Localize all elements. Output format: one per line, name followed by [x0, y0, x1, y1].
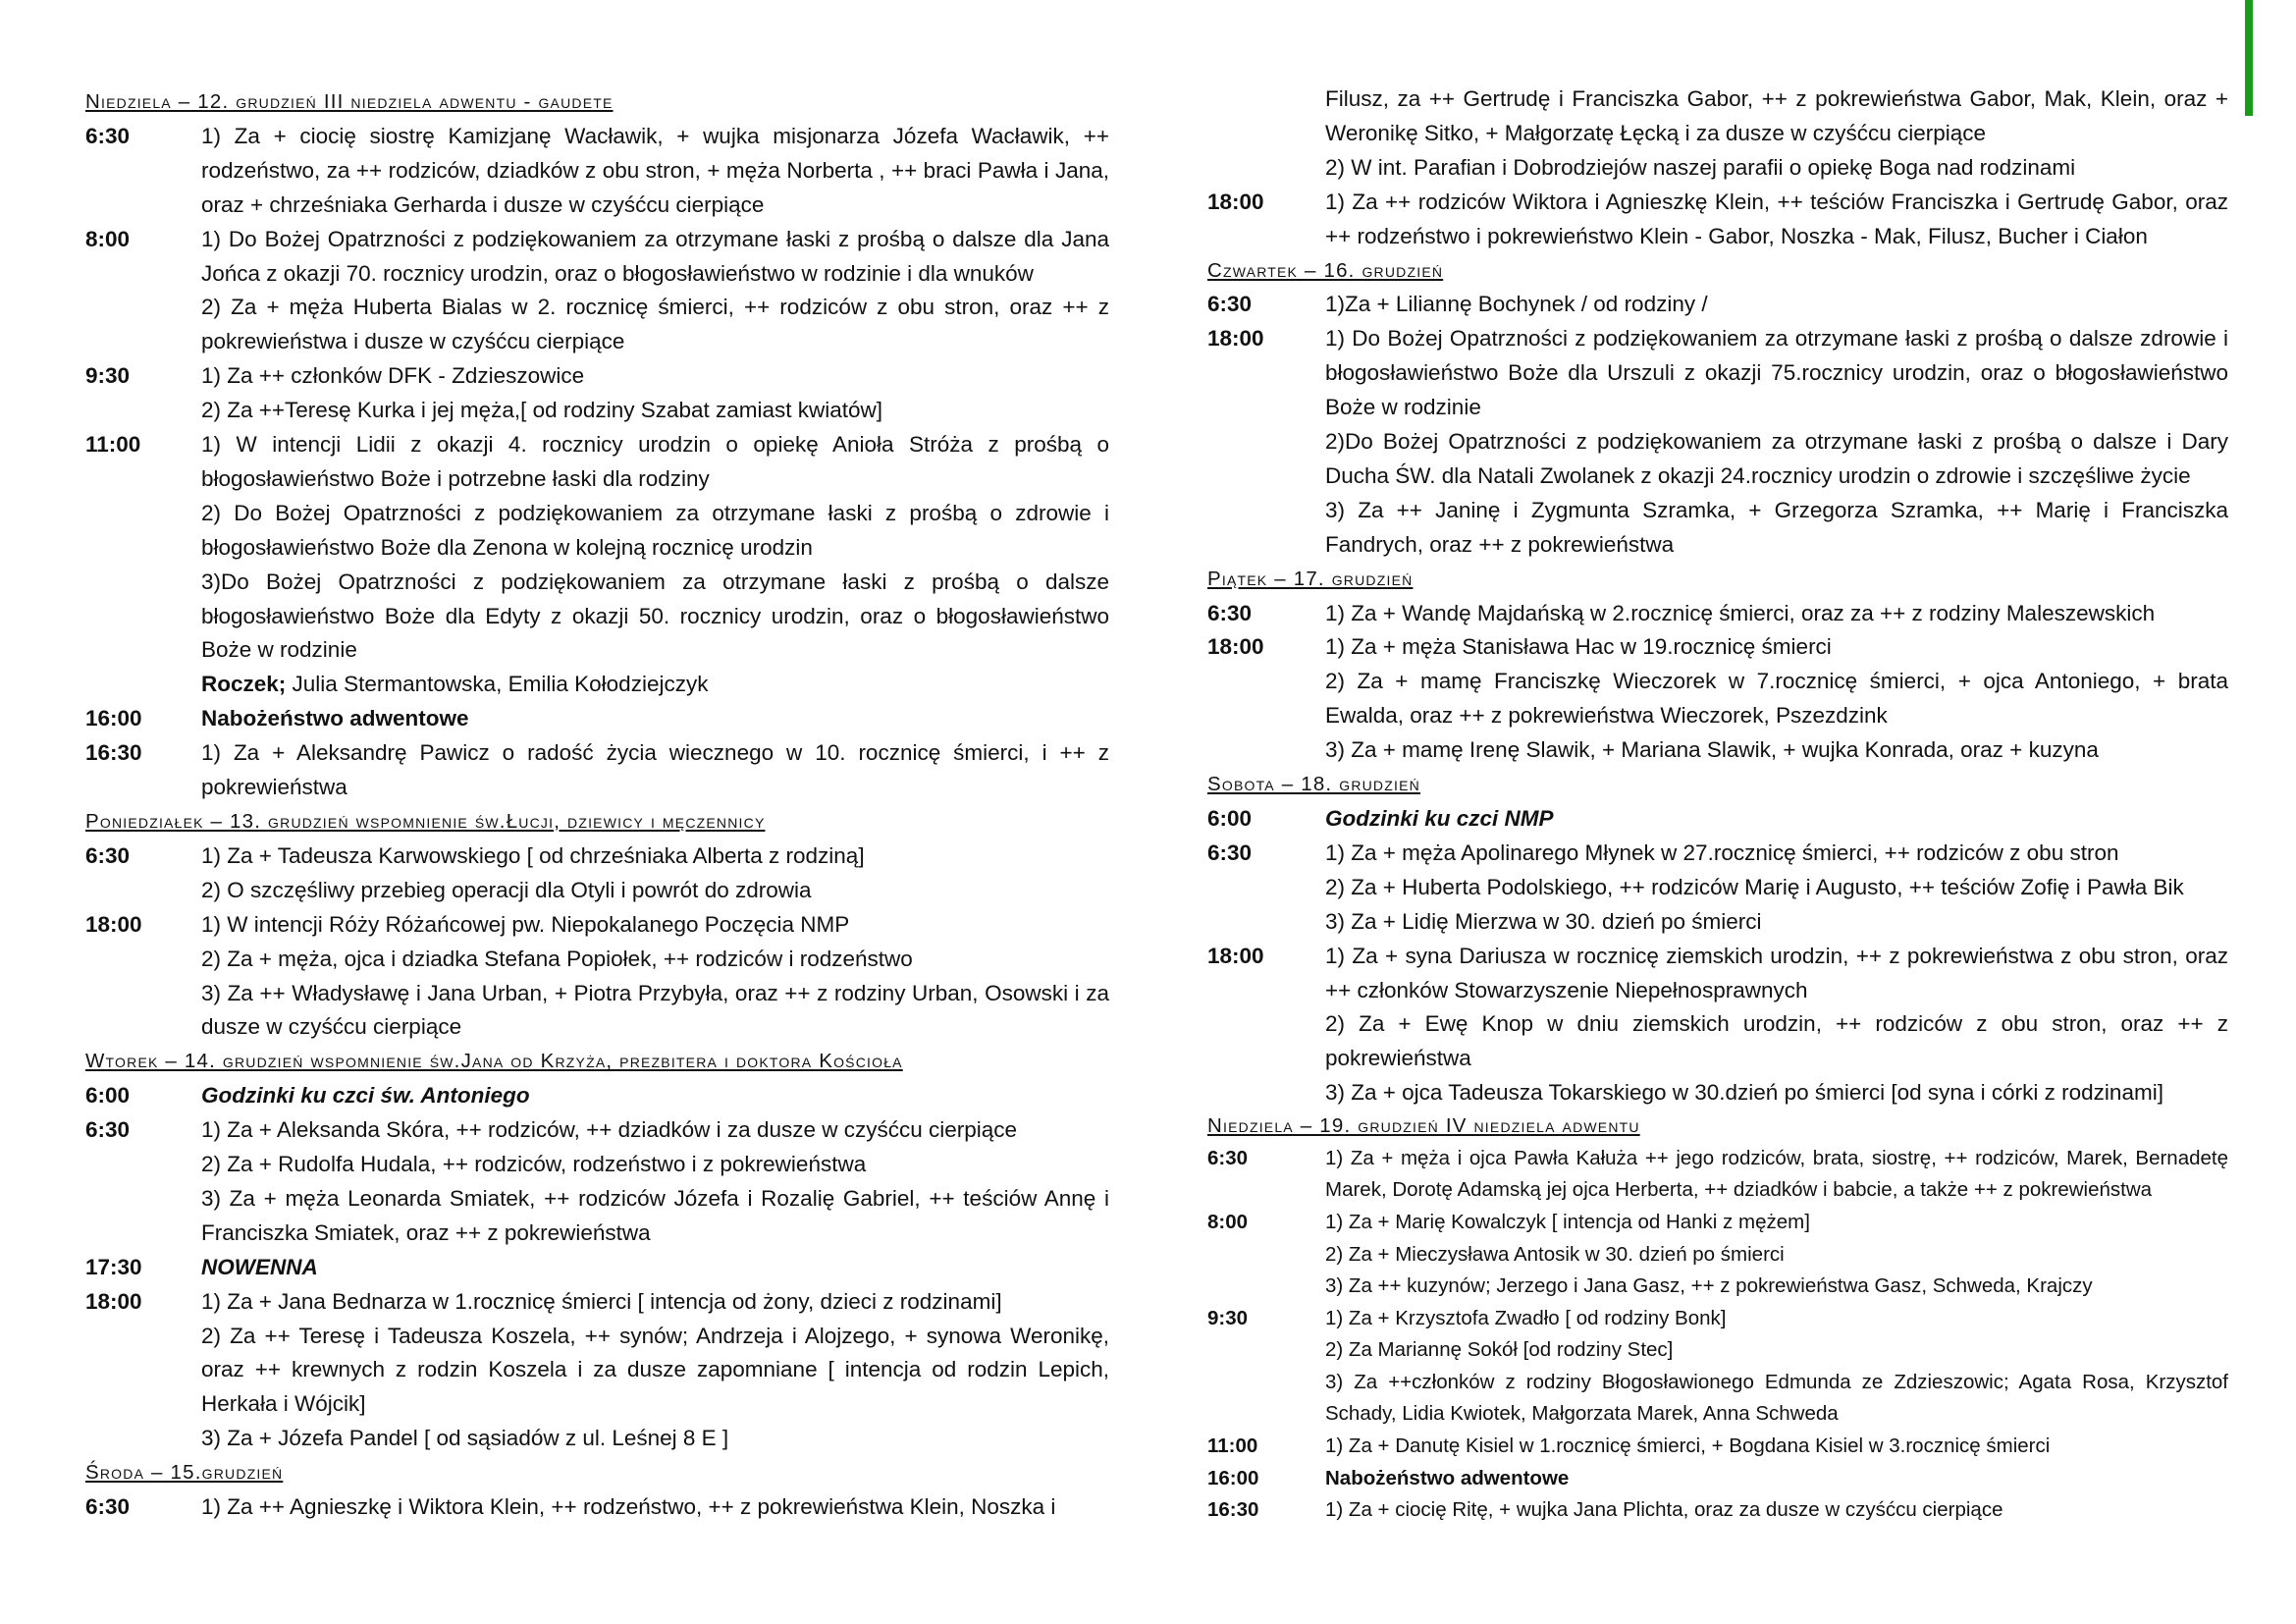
- time-slot: [85, 1079, 1109, 1113]
- left-column: [85, 85, 1109, 1525]
- mass-intention: 1) Do Bożej Opatrzności z podziękowaniem za otrzymane łaski z prośbą o dalsze zdrowie i błogosławieństwo Boże dla Urszuli z okazji 75.rocznicy urodzin, oraz o błogosławieństwo Boże w rodzinie: [1325, 326, 2228, 420]
- mass-intention: 1) Za ++ Agnieszkę i Wiktora Klein, ++ rodzeństwo, ++ z pokrewieństwa Klein, Noszka i: [201, 1494, 1056, 1520]
- time-slot: [1207, 802, 2228, 837]
- slot-entries: [1325, 597, 2228, 631]
- special-service: Godzinki ku czci św. Antoniego: [201, 1083, 530, 1109]
- slot-time: 11:00: [1207, 1435, 1258, 1458]
- mass-intention: 3) Za ++ Władysławę i Jana Urban, + Piotra Przybyła, oraz ++ z rodziny Urban, Osowski i za dusze w czyśćcu cierpiące: [201, 980, 1109, 1040]
- day-heading: Czwartek – 16. grudzień: [1207, 258, 1444, 282]
- slot-time: 18:00: [1207, 943, 1264, 968]
- special-service: Nabożeństwo adwentowe: [1325, 1466, 1570, 1489]
- day-block: [1207, 1110, 2228, 1527]
- day-block: [1207, 186, 2228, 254]
- mass-intention: 3) Za ++ kuzynów; Jerzego i Jana Gasz, ++ z pokrewieństwa Gasz, Schweda, Krajczy: [1325, 1274, 2093, 1298]
- slot-time: 6:00: [1207, 805, 1253, 831]
- mass-intention: 2) Za Mariannę Sokół [od rodziny Stec]: [1325, 1338, 1674, 1362]
- slot-entries: [1325, 1303, 2228, 1431]
- empty-time: [1207, 82, 1325, 186]
- slot-time: 6:30: [85, 1117, 131, 1143]
- slot-entries: [1325, 186, 2228, 254]
- time-slot: [1207, 837, 2228, 940]
- continuation-block: [1207, 82, 2228, 186]
- mass-intention: 2) Do Bożej Opatrzności z podziękowaniem za otrzymane łaski z prośbą o zdrowie i błogosławieństwo Boże dla Zenona w kolejną rocznicę urodzin: [201, 500, 1109, 560]
- mass-intention: 1) Za + Krzysztofa Zwadło [ od rodziny Bonk]: [1325, 1306, 1727, 1329]
- slot-entries: [201, 908, 1109, 1046]
- time-slot: [1207, 1303, 2228, 1431]
- day-heading: Piątek – 17. grudzień: [1207, 567, 1414, 590]
- mass-intention: 2) O szczęśliwy przebieg operacji dla Otyli i powrót do zdrowia: [201, 877, 812, 902]
- slot-entries: [201, 359, 1109, 428]
- day-heading: Poniedziałek – 13. grudzień wspomnienie św.Łucji, dziewicy i męczennicy: [85, 810, 766, 834]
- mass-intention: 1)Za + Liliannę Bochynek / od rodziny /: [1325, 292, 1708, 317]
- slot-entries: [1325, 1494, 2228, 1527]
- special-service: Godzinki ku czci NMP: [1325, 805, 1554, 831]
- mass-intention: 3) Za ++ Janinę i Zygmunta Szramka, + Grzegorza Szramka, ++ Marię i Franciszka Fandrych, oraz ++ z pokrewieństwa: [1325, 497, 2228, 557]
- mass-intention: 1) Za + ciocię siostrę Kamizjanę Wacławik, + wujka misjonarza Józefa Wacławik, ++ rodzeństwo, za ++ rodziców, dziadków z obu stron, + męża Norberta , ++ braci Pawła i Jana, oraz + chrześniaka Gerharda i dusze w czyśćcu cierpiące: [201, 123, 1109, 217]
- slot-entries: [201, 702, 1109, 736]
- time-slot: [85, 1490, 1109, 1525]
- slot-entries: [201, 1251, 1109, 1285]
- continuation-entries: [1325, 82, 2228, 186]
- mass-intention: 2)Do Bożej Opatrzności z podziękowaniem za otrzymane łaski z prośbą o dalsze i Dary Ducha ŚW. dla Natali Zwolanek z okazji 24.rocznicy urodzin o zdrowie i szczęśliwe życie: [1325, 429, 2228, 488]
- mass-intention: 1) Za + Aleksanda Skóra, ++ rodziców, ++ dziadków i za dusze w czyśćcu cierpiące: [201, 1117, 1018, 1143]
- roczek-line: [201, 668, 1109, 702]
- day-block: [1207, 563, 2228, 768]
- day-heading: Sobota – 18. grudzień: [1207, 773, 1420, 796]
- time-slot: [85, 702, 1109, 736]
- mass-intention: 1) Za + Jana Bednarza w 1.rocznicę śmierci [ intencja od żony, dzieci z rodzinami]: [201, 1288, 1002, 1314]
- slot-time: 18:00: [85, 1288, 142, 1314]
- special-service: NOWENNA: [201, 1254, 318, 1279]
- time-slot: [85, 428, 1109, 702]
- slot-time: 16:00: [1207, 1466, 1259, 1489]
- slot-entries: [201, 839, 1109, 908]
- time-slot: [1207, 322, 2228, 562]
- day-heading: Niedziela – 19. grudzień IV niedziela adwentu: [1207, 1114, 1640, 1138]
- slot-entries: [201, 736, 1109, 805]
- mass-intention: 2) Za ++Teresę Kurka i jej męża,[ od rodziny Szabat zamiast kwiatów]: [201, 398, 883, 423]
- day-block: [85, 85, 1109, 805]
- time-slot: [1207, 1431, 2228, 1463]
- time-slot: [1207, 1207, 2228, 1303]
- mass-intention: 1) Za ++ członków DFK - Zdzieszowice: [201, 363, 585, 389]
- slot-entries: [201, 1113, 1109, 1251]
- mass-intention: 1) Do Bożej Opatrzności z podziękowaniem za otrzymane łaski z prośbą o dalsze dla Jana Jońca z okazji 70. rocznicy urodzin, oraz o błogosławieństwo w rodzinie i dla wnuków: [201, 226, 1109, 286]
- day-block: [85, 1045, 1109, 1456]
- slot-entries: [1325, 322, 2228, 562]
- mass-intention: 2) W int. Parafian i Dobrodziejów naszej parafii o opiekę Boga nad rodzinami: [1325, 154, 2076, 180]
- time-slot: [85, 223, 1109, 360]
- mass-intention: 2) Za + mamę Franciszkę Wieczorek w 7.rocznicę śmierci, + ojca Antoniego, + brata Ewalda, oraz ++ z pokrewieństwa Wieczorek, Pszezdzink: [1325, 669, 2228, 729]
- slot-time: 17:30: [85, 1254, 142, 1279]
- mass-intention: 3) Za + mamę Irenę Slawik, + Mariana Slawik, + wujka Konrada, oraz + kuzyna: [1325, 737, 2099, 763]
- mass-intention: 2) Za + męża, ojca i dziadka Stefana Popiołek, ++ rodziców i rodzeństwo: [201, 946, 913, 971]
- mass-intention: 2) Za + męża Huberta Bialas w 2. rocznicę śmierci, ++ rodziców z obu stron, oraz ++ z pokrewieństwa i dusze w czyśćcu cierpiące: [201, 295, 1109, 354]
- mass-intention: 1) W intencji Róży Różańcowej pw. Niepokalanego Poczęcia NMP: [201, 911, 850, 937]
- slot-time: 6:30: [1207, 839, 1253, 865]
- mass-intention: 1) W intencji Lidii z okazji 4. rocznicy urodzin o opiekę Anioła Stróża z prośbą o błogosławieństwo Boże i potrzebne łaski dla rodziny: [201, 432, 1109, 491]
- mass-intention: 1) Za + syna Dariusza w rocznicę ziemskich urodzin, ++ z pokrewieństwa z obu stron, oraz ++ członków Stowarzyszenie Niepełnosprawnych: [1325, 943, 2228, 1002]
- slot-entries: [201, 1285, 1109, 1457]
- mass-intention: 2) Za ++ Teresę i Tadeusza Koszela, ++ synów; Andrzeja i Alojzego, + synowa Weronikę, oraz ++ krewnych z rodzin Koszela i za dusze zapomniane [ intencja od rodzin Lepich, Herkała i Wójcik]: [201, 1323, 1109, 1417]
- mass-intention: 2) Za + Mieczysława Antosik w 30. dzień po śmierci: [1325, 1242, 1785, 1266]
- slot-time: 16:30: [1207, 1498, 1259, 1522]
- slot-time: 18:00: [85, 911, 142, 937]
- special-service: Nabożeństwo adwentowe: [201, 706, 469, 731]
- slot-entries: [1325, 837, 2228, 940]
- mass-intention: 1) Za + Marię Kowalczyk [ intencja od Hanki z mężem]: [1325, 1210, 1810, 1233]
- day-heading: Środa – 15.grudzień: [85, 1461, 284, 1485]
- roczek-label: Roczek;: [201, 672, 287, 697]
- time-slot: [85, 359, 1109, 428]
- day-heading: Niedziela – 12. grudzień III niedziela adwentu - gaudete: [85, 90, 614, 113]
- mass-intention: 1) Za + Wandę Majdańską w 2.rocznicę śmierci, oraz za ++ z rodziny Maleszewskich: [1325, 600, 2156, 625]
- day-block: [1207, 254, 2228, 563]
- accent-bar: [2245, 0, 2253, 116]
- mass-intention: 1) Za ++ rodziców Wiktora i Agnieszkę Klein, ++ teściów Franciszka i Gertrudę Gabor, oraz ++ rodzeństwo i pokrewieństwo Klein - Gabor, Noszka - Mak, Filusz, Bucher i Ciałon: [1325, 189, 2228, 248]
- time-slot: [1207, 186, 2228, 254]
- slot-time: 6:30: [85, 123, 131, 148]
- slot-entries: [1325, 802, 2228, 837]
- slot-entries: [1325, 288, 2228, 322]
- time-slot: [1207, 940, 2228, 1111]
- slot-time: 6:30: [85, 842, 131, 868]
- slot-entries: [201, 428, 1109, 702]
- day-block: [85, 805, 1109, 1045]
- time-slot: [1207, 288, 2228, 322]
- slot-time: 18:00: [1207, 634, 1264, 660]
- slot-entries: [201, 120, 1109, 223]
- time-slot: [1207, 597, 2228, 631]
- slot-time: 8:00: [85, 226, 131, 251]
- slot-time: 6:30: [1207, 292, 1253, 317]
- mass-intention: 3) Za + męża Leonarda Smiatek, ++ rodziców Józefa i Rozalię Gabriel, ++ teściów Annę i Franciszka Smiatek, oraz ++ z pokrewieństwa: [201, 1185, 1109, 1245]
- time-slot: [85, 908, 1109, 1046]
- mass-intention: 1) Za + Danutę Kisiel w 1.rocznicę śmierci, + Bogdana Kisiel w 3.rocznicę śmierci: [1325, 1435, 2051, 1458]
- slot-time: 9:30: [85, 363, 131, 389]
- time-slot: [1207, 630, 2228, 768]
- day-block: [85, 1456, 1109, 1525]
- time-slot: [85, 1251, 1109, 1285]
- slot-time: 11:00: [85, 432, 141, 458]
- time-slot: [1207, 1463, 2228, 1495]
- mass-intention: 3)Do Bożej Opatrzności z podziękowaniem za otrzymane łaski z prośbą o dalsze błogosławieństwo Boże dla Edyty z okazji 50. rocznicy urodzin, oraz o błogosławieństwo Boże w rodzinie: [201, 568, 1109, 663]
- roczek-names: Julia Stermantowska, Emilia Kołodziejczyk: [292, 672, 709, 697]
- day-heading: Wtorek – 14. grudzień wspomnienie św.Jana od Krzyża, prezbitera i doktora Kościoła: [85, 1050, 903, 1073]
- mass-intention: 3) Za + ojca Tadeusza Tokarskiego w 30.dzień po śmierci [od syna i córki z rodzinami]: [1325, 1080, 2163, 1106]
- day-block: [1207, 768, 2228, 1110]
- mass-intention: 1) Za + męża Apolinarego Młynek w 27.rocznicę śmierci, ++ rodziców z obu stron: [1325, 839, 2119, 865]
- mass-intention: 3) Za + Józefa Pandel [ od sąsiadów z ul. Leśnej 8 E ]: [201, 1426, 729, 1451]
- slot-entries: [201, 223, 1109, 360]
- time-slot: [85, 1285, 1109, 1457]
- right-column: [1207, 82, 2228, 1527]
- mass-intention: 2) Za + Ewę Knop w dniu ziemskich urodzin, ++ rodziców z obu stron, oraz ++ z pokrewieństwa: [1325, 1011, 2228, 1071]
- slot-entries: [1325, 630, 2228, 768]
- mass-intention: 2) Za + Rudolfa Hudala, ++ rodziców, rodzeństwo i z pokrewieństwa: [201, 1152, 867, 1177]
- slot-time: 6:30: [1207, 1146, 1249, 1169]
- slot-entries: [1325, 1431, 2228, 1463]
- slot-time: 8:00: [1207, 1210, 1249, 1233]
- time-slot: [85, 736, 1109, 805]
- mass-intention: 1) Za + męża i ojca Pawła Kałuża ++ jego rodziców, brata, siostrę, ++ rodziców, Marek, Bernadetę Marek, Dorotę Adamską jej ojca Herberta, ++ dziadków i babcie, a także ++ z pokrewieństwa: [1325, 1146, 2228, 1202]
- slot-entries: [1325, 1463, 2228, 1495]
- slot-time: 6:30: [1207, 600, 1253, 625]
- slot-entries: [201, 1079, 1109, 1113]
- slot-entries: [1325, 1207, 2228, 1303]
- time-slot: [1207, 1143, 2228, 1207]
- mass-intention: 1) Za + Tadeusza Karwowskiego [ od chrześniaka Alberta z rodziną]: [201, 842, 865, 868]
- mass-intention: Filusz, za ++ Gertrudę i Franciszka Gabor, ++ z pokrewieństwa Gabor, Mak, Klein, oraz + Weronikę Sitko, + Małgorzatę Łęcką i za dusze w czyśćcu cierpiące: [1325, 86, 2228, 145]
- mass-intention: 1) Za + męża Stanisława Hac w 19.rocznicę śmierci: [1325, 634, 1832, 660]
- slot-time: 6:00: [85, 1083, 131, 1109]
- slot-time: 16:30: [85, 740, 142, 766]
- mass-intention: 3) Za + Lidię Mierzwa w 30. dzień po śmierci: [1325, 908, 1762, 934]
- slot-time: 9:30: [1207, 1306, 1249, 1329]
- slot-time: 18:00: [1207, 326, 1264, 352]
- slot-time: 18:00: [1207, 189, 1264, 214]
- mass-intention: 2) Za + Huberta Podolskiego, ++ rodziców Marię i Augusto, ++ teściów Zofię i Pawła Bik: [1325, 874, 2184, 899]
- mass-intention: 3) Za ++członków z rodziny Błogosławionego Edmunda ze Zdzieszowic; Agata Rosa, Krzysztof Schady, Lidia Kwiotek, Małgorzata Marek, Anna Schweda: [1325, 1370, 2228, 1426]
- time-slot: [85, 839, 1109, 908]
- slot-entries: [1325, 1143, 2228, 1207]
- time-slot: [1207, 1494, 2228, 1527]
- mass-intention: 1) Za + Aleksandrę Pawicz o radość życia wiecznego w 10. rocznicę śmierci, i ++ z pokrewieństwa: [201, 740, 1109, 800]
- slot-entries: [201, 1490, 1109, 1525]
- time-slot: [85, 120, 1109, 223]
- slot-entries: [1325, 940, 2228, 1111]
- time-slot: [85, 1113, 1109, 1251]
- slot-time: 6:30: [85, 1494, 131, 1520]
- mass-intention: 1) Za + ciocię Ritę, + wujka Jana Plichta, oraz za dusze w czyśćcu cierpiące: [1325, 1498, 2003, 1522]
- slot-time: 16:00: [85, 706, 142, 731]
